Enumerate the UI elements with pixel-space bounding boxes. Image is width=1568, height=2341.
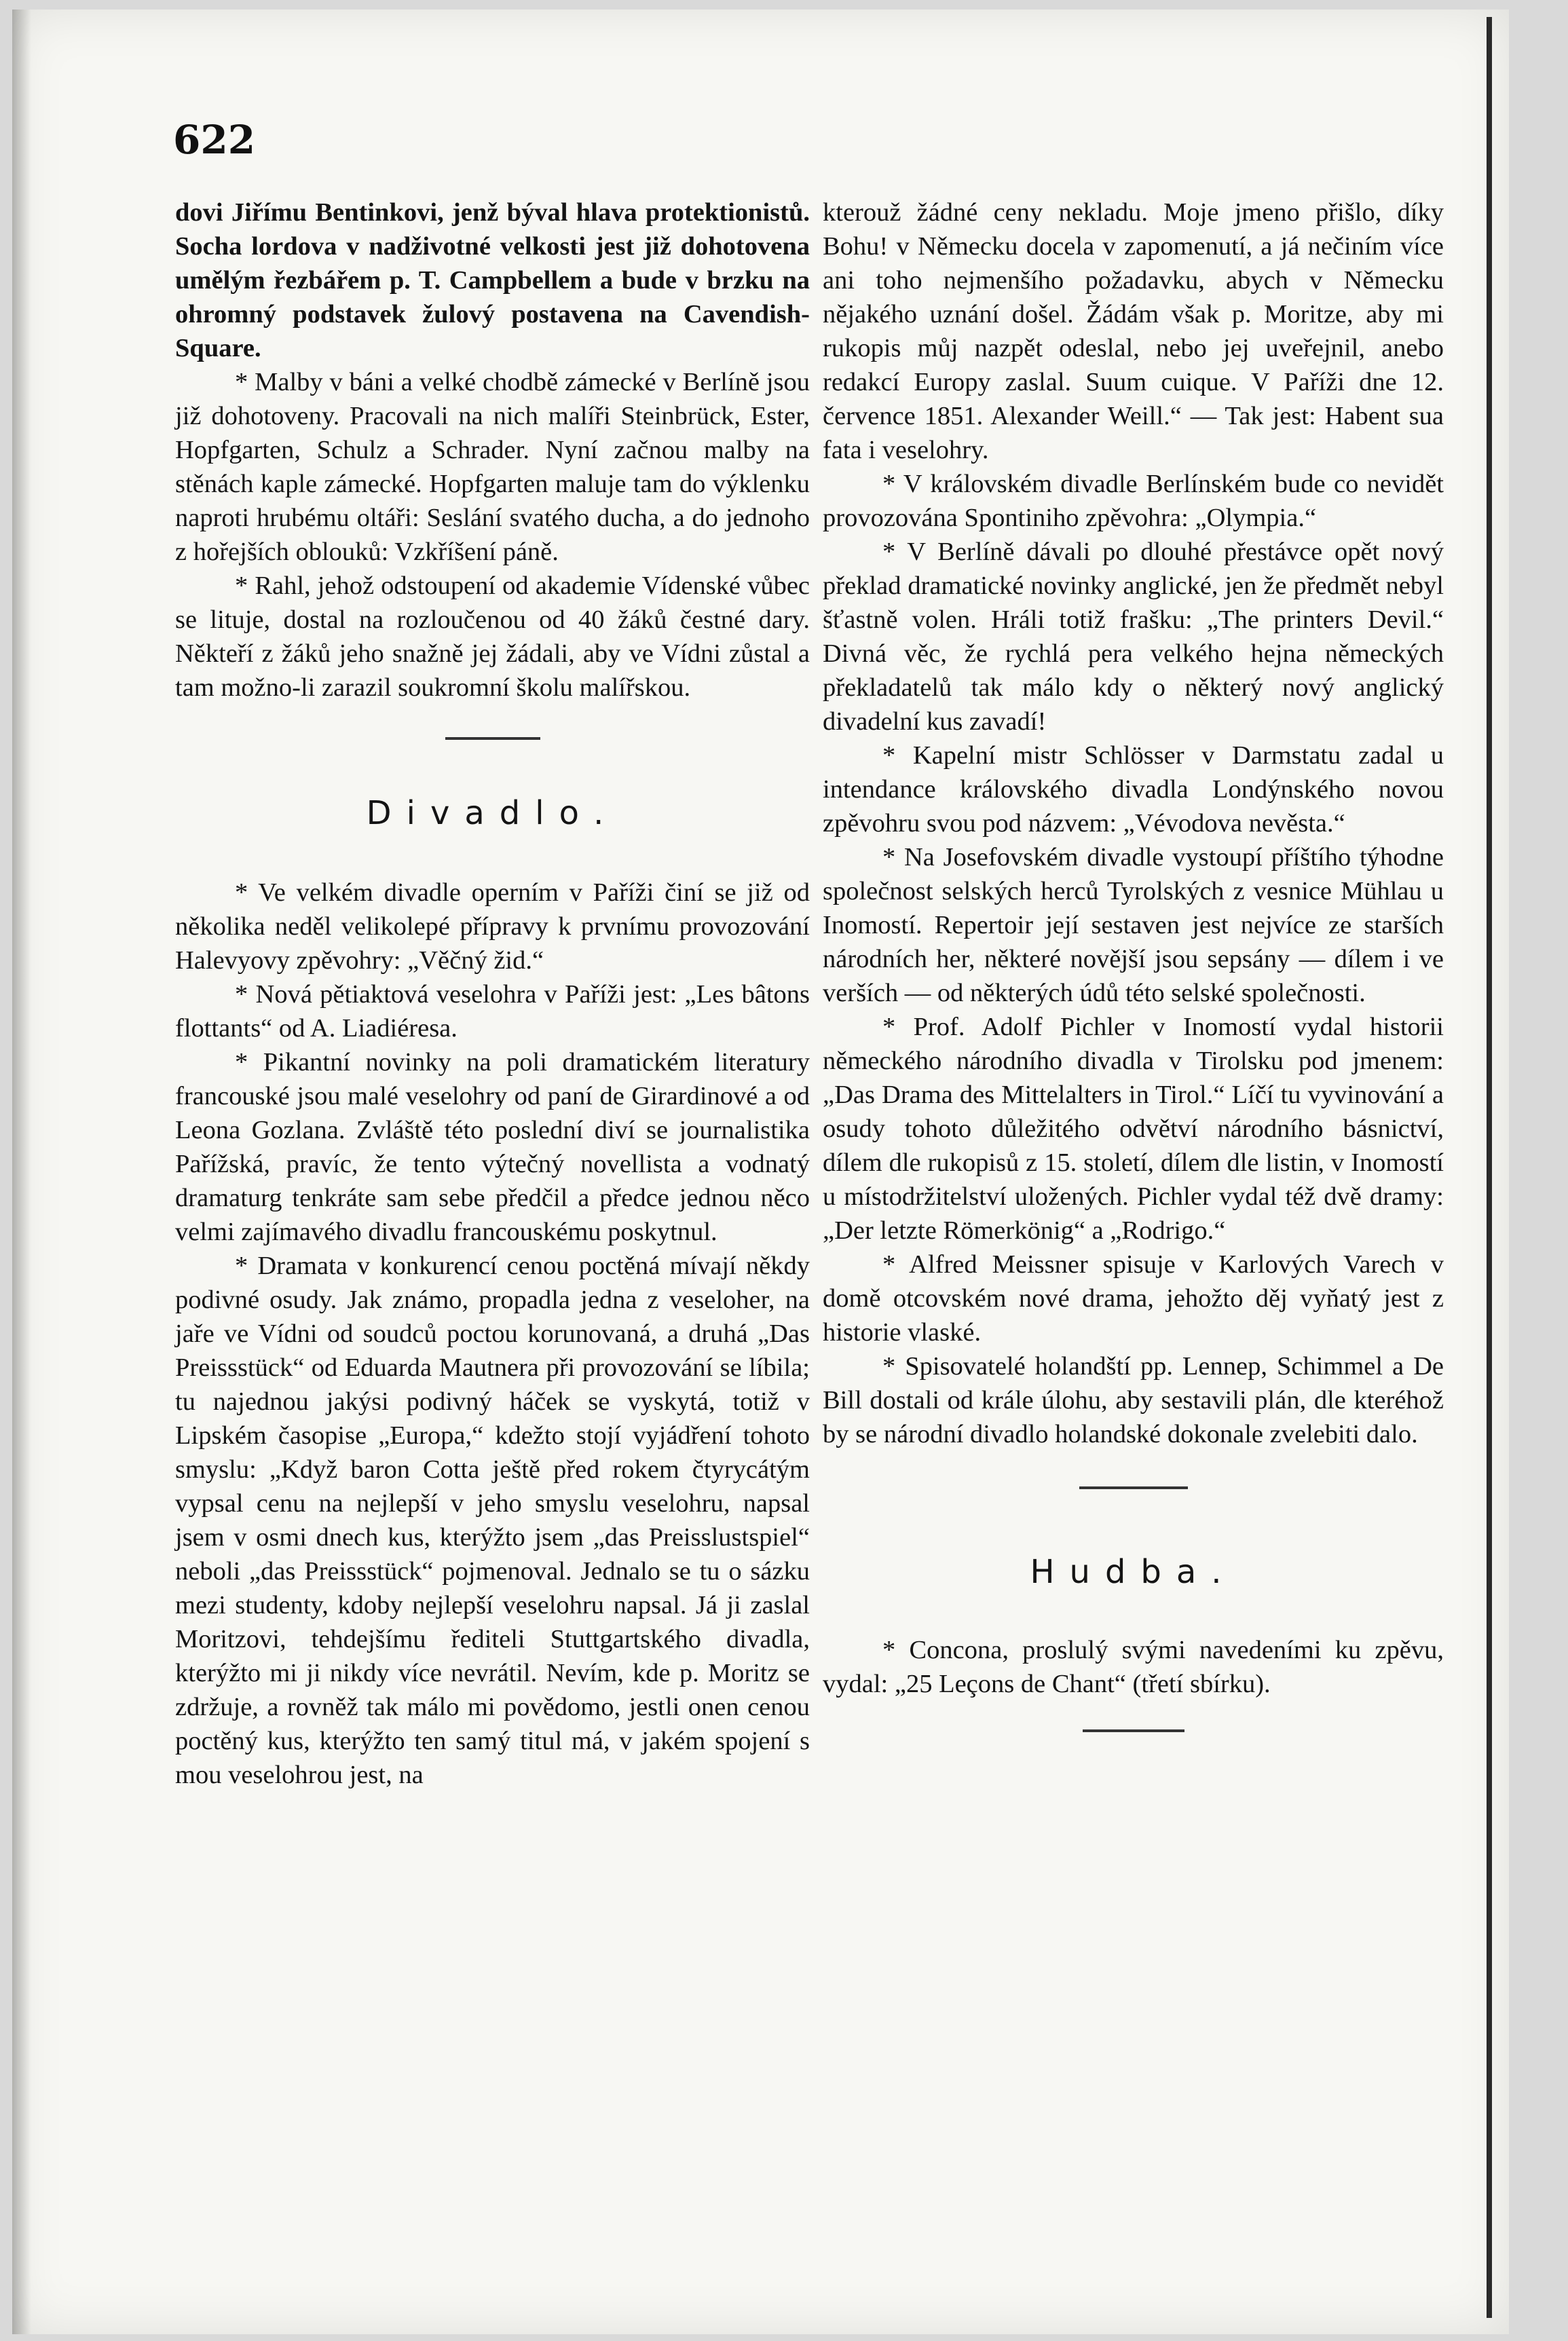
page-gutter-shadow [12, 10, 31, 2334]
left-intro-paragraph: dovi Jiřímu Bentinkovi, jenž býval hlava protektionistů. Socha lordova v nadživotné velkosti jest již dohotovena umělým řezbářem p. T. Campbellem a bude v brzku na ohromný podstavek žulový postavena na Cavendish-Square. [175, 198, 810, 362]
hudba-item: * Concona, proslulý svými navedeními ku zpěvu, vydal: „25 Leçons de Chant“ (třetí sbírku). [823, 1636, 1444, 1698]
divadlo-item: * Kapelní mistr Schlösser v Darmstatu zadal u intendance královského divadla Londýnského novou zpěvohru svou pod názvem: „Vévodova nevěsta.“ [823, 741, 1444, 838]
page-edge [1487, 17, 1492, 2318]
divadlo-item: * Na Josefovském divadle vystoupí příštího týhodne společnost selských herců Tyrolských z vesnice Mühlau u Inomostí. Repertoir její sestaven jest nejvíce ze starších národních her, některé novější jsou sepsány — dílem i ve verších — od některých údů této selské společnosti. [823, 843, 1444, 1007]
divadlo-item: * Spisovatelé holandští pp. Lennep, Schimmel a De Bill dostali od krále úlohu, aby sestavili plán, dle kteréhož by se národní divadlo holandské dokonale zvelebiti dalo. [823, 1352, 1444, 1448]
page-number: 622 [173, 117, 256, 163]
divadlo-item: * Pikantní novinky na poli dramatickém literatury francouské jsou malé veselohry od paní de Girardinové a od Leona Gozlana. Zvláště této poslední diví se journalistika Pařížská, pravíc, že tento výtečný novellista a vodnatý dramaturg tenkráte sam sebe předčil a předce jednou něco velmi zajímavého divadlu francouskému poskytnul. [175, 1048, 810, 1246]
section-title-hudba: Hudba. [1030, 1553, 1237, 1591]
news-item: * Malby v báni a velké chodbě zámecké v Berlíně jsou již dohotoveny. Pracovali na nich malíři Steinbrück, Ester, Hopfgarten, Schulz a Schrader. Nyní začnou malby na stěnách kaple zámecké. Hopfgarten maluje tam do výklenku naproti hrubému oltáři: Seslání svatého ducha, a do jednoho z hořejších oblouků: Vzkříšení páně. [175, 368, 810, 566]
section-divider [445, 737, 540, 740]
divadlo-item: * Alfred Meissner spisuje v Karlových Varech v domě otcovském nové drama, jehožto děj vyňatý jest z historie vlaské. [823, 1250, 1444, 1347]
left-column [175, 195, 810, 1792]
divadlo-item: * Nová pětiaktová veselohra v Paříži jest: „Les bâtons flottants“ od A. Liadiéresa. [175, 980, 810, 1043]
section-title-divadlo: Divadlo. [366, 794, 619, 832]
divadlo-item: * V královském divadle Berlínském bude co nevidět provozována Spontiniho zpěvohra: „Olympia.“ [823, 470, 1444, 532]
section-divider [1079, 1486, 1188, 1489]
divadlo-item: * Dramata v konkurencí cenou poctěná mívají někdy podivné osudy. Jak známo, propadla jedna z veseloher, na jaře ve Vídni od soudců poctou korunovaná, a druhá „Das Preissstück“ od Eduarda Mautnera při provozování se líbila; tu najednou jakýsi podivný háček se vyskytá, totiž v Lipském časopise „Europa,“ kdežto stojí vyjádření tohoto smyslu: „Když baron Cotta ještě před rokem čtyrycátým vypsal cenu na nejlepší v jeho smyslu veselohru, napsal jsem v osmi dnech kus, kterýžto jsem „das Preisslustspiel“ neboli „das Preissstück“ pojmenoval. Jednalo se tu o sázku mezi studenty, kdoby nejlepší veselohru napsal. Já ji zaslal Moritzovi, tehdejšímu řediteli Stuttgartského divadla, kterýžto mi ji nikdy více nevrátil. Nevím, kde p. Moritz se zdržuje, a rovněž tak málo mi povědomo, jestli onen cenou poctěný kus, kterýžto ten samý titul má, v jakém spojení s mou veselohrou jest, na [175, 1252, 810, 1789]
right-column [823, 195, 1444, 1732]
continued-paragraph: kterouž žádné ceny nekladu. Moje jmeno přišlo, díky Bohu! v Německu docela v zapomenutí, a já nečiním více ani toho nejmenšího požadavku, abych v Německu nějakého uznání došel. Žádám však p. Moritze, aby mi rukopis můj nazpět odeslal, nebo jej uveřejnil, anebo redakcí Europy zaslal. Suum cuique. V Paříži dne 12. července 1851. Alexander Weill.“ — Tak jest: Habent sua fata i veselohry. [823, 198, 1444, 464]
divadlo-item: * Ve velkém divadle operním v Paříži činí se již od několika neděl velikolepé přípravy k prvnímu provozování Halevyovy zpěvohry: „Věčný žid.“ [175, 878, 810, 975]
section-divider [1083, 1729, 1184, 1732]
divadlo-item: * Prof. Adolf Pichler v Inomostí vydal historii německého národního divadla v Tirolsku pod jmenem: „Das Drama des Mittelalters in Tirol.“ Líčí tu vyvinování a osudy tohoto důležitého odvětví národního básnictví, dílem dle rukopisů z 15. století, dílem dle listin, v Inomostí u místodržitelství uložených. Pichler vydal též dvě dramy: „Der letzte Römerkönig“ a „Rodrigo.“ [823, 1013, 1444, 1245]
divadlo-item: * V Berlíně dávali po dlouhé přestávce opět nový překlad dramatické novinky anglické, jen že předmět nebyl šťastně volen. Hráli totiž frašku: „The printers Devil.“ Divná věc, že rychlá pera velkého hejna německých překladatelů tak málo kdy o některý nový anglický divadelní kus zavadí! [823, 538, 1444, 736]
news-item: * Rahl, jehož odstoupení od akademie Vídenské vůbec se lituje, dostal na rozloučenou od 40 žáků čestné dary. Někteří z žáků jeho snažně jej žádali, aby ve Vídni zůstal a tam možno-li zarazil soukromní školu malířskou. [175, 572, 810, 702]
